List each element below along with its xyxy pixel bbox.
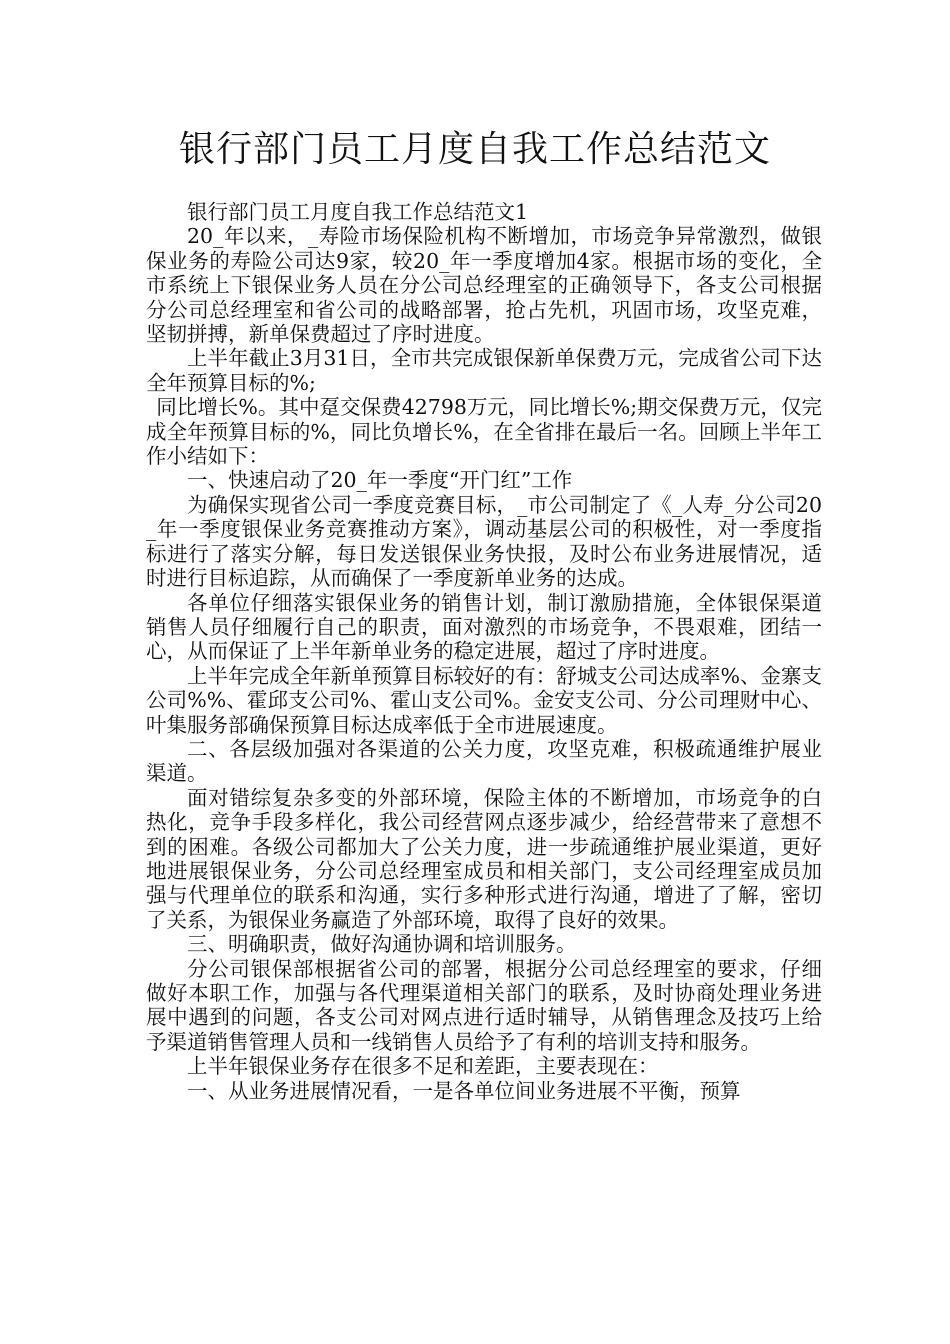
paragraph: 20_年以来，_寿险市场保险机构不断增加，市场竞争异常激烈，做银保业务的寿险公司达9家，较20_年一季度增加4家。根据市场的变化，全市系统上下银保业务人员在分公司总经理室的正确领导下，各支公司根据分公司总经理室和省公司的战略部署，抢占先机，巩固市场，攻坚克难，坚韧拼搏，新单保费超过了序时进度。	[146, 224, 822, 347]
paragraph: 二、各层级加强对各渠道的公关力度，攻坚克难，积极疏通维护展业渠道。	[146, 736, 822, 786]
paragraph: 上半年截止3月31日，全市共完成银保新单保费万元，完成省公司下达全年预算目标的%;	[146, 346, 822, 395]
paragraph: 为确保实现省公司一季度竞赛目标，_市公司制定了《_人寿_分公司20_年一季度银保业务竞赛推动方案》，调动基层公司的积极性，对一季度指标进行了落实分解，每日发送银保业务快报，及时公布业务进展情况，适时进行目标追踪，从而确保了一季度新单业务的达成。	[146, 492, 822, 591]
paragraph: 三、明确职责，做好沟通协调和培训服务。	[187, 932, 577, 957]
paragraph: 上半年银保业务存在很多不足和差距，主要表现在：	[187, 1054, 659, 1079]
paragraph: 一、快速启动了20_年一季度“开门红”工作	[187, 468, 573, 493]
paragraph: 各单位仔细落实银保业务的销售计划，制订激励措施，全体银保渠道销售人员仔细履行自己的职责，面对激烈的市场竞争，不畏艰难，团结一心，从而保证了上半年新单业务的稳定进展，超过了序时进度。	[146, 590, 822, 664]
document-title: 银行部门员工月度自我工作总结范文	[178, 129, 771, 170]
paragraph: 上半年完成全年新单预算目标较好的有：舒城支公司达成率%、金寨支公司%%、霍邱支公司%、霍山支公司%。金安支公司、分公司理财中心、叶集服务部确保预算目标达成率低于全市进展速度。	[146, 663, 822, 737]
paragraph: 同比增长%。其中趸交保费42798万元，同比增长%;期交保费万元，仅完成全年预算目标的%，同比负增长%，在全省排在最后一名。回顾上半年工作小结如下：	[146, 395, 822, 469]
paragraph: 分公司银保部根据省公司的部署，根据分公司总经理室的要求，仔细做好本职工作，加强与各代理渠道相关部门的联系，及时协商处理业务进展中遇到的问题，各支公司对网点进行适时辅导，从销售理念及技巧上给予渠道销售管理人员和一线销售人员给予了有利的培训支持和服务。	[146, 956, 822, 1054]
paragraph: 面对错综复杂多变的外部环境，保险主体的不断增加，市场竞争的白热化，竞争手段多样化，我公司经营网点逐步减少，给经营带来了意想不到的困难。各级公司都加大了公关力度，进一步疏通维护展业渠道，更好地进展银保业务，分公司总经理室成员和相关部门，支公司经理室成员加强与代理单位的联系和沟通，实行多种形式进行沟通，增进了了解，密切了关系，为银保业务赢造了外部环境，取得了良好的效果。	[146, 785, 822, 932]
paragraph: 一、从业务进展情况看，一是各单位间业务进展不平衡，预算	[187, 1078, 741, 1103]
paragraph: 银行部门员工月度自我工作总结范文1	[187, 200, 529, 224]
document-body	[146, 200, 822, 1103]
